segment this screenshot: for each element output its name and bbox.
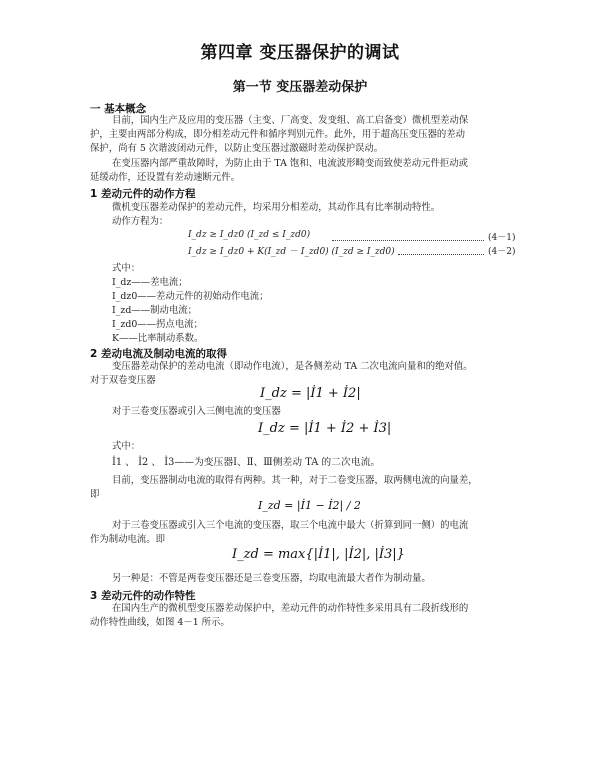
paragraph-line: 目前，变压器制动电流的取得有两种。其一种，对于二卷变压器，取两侧电流的向量差， (112, 475, 478, 486)
definition-line: I_dz0——差动元件的初始动作电流； (112, 291, 269, 302)
paragraph-line: 对于三卷变压器或引入三侧电流的变压器 (112, 406, 281, 417)
paragraph-line: 延缓动作，还设置有差动速断元件。 (90, 172, 241, 183)
formula-two-winding: I_dz = |İ1 + İ2| (260, 386, 361, 401)
paragraph-line: 对于双卷变压器 (90, 375, 156, 386)
paragraph-line: 即 (90, 489, 100, 500)
paragraph-line: 动作方程为： (112, 216, 169, 227)
paragraph-line: 变压器差动保护的差动电流（即动作电流），是各侧差动 TA 二次电流向量和的绝对值。 (112, 361, 473, 372)
equation-4-2: I_dz ≥ I_dz0 + K(I_zd － I_zd0) (I_zd ≥ I_zd0) (188, 247, 395, 257)
paragraph-line: 保护，尚有 5 次谐波闭动元件，以防止变压器过激磁时差动保护误动。 (90, 143, 384, 154)
formula-restraint-two: I_zd = |İ1 − İ2| / 2 (258, 499, 361, 512)
section-heading-characteristic: 3 差动元件的动作特性 (90, 590, 196, 602)
definition-line: I_zd0——拐点电流； (112, 319, 203, 330)
where-label: 式中： (112, 263, 141, 274)
paragraph-line: 在变压器内部严重故障时，为防止由于 TA 饱和、电流波形畸变而致使差动元件拒动或 (112, 158, 468, 169)
section-heading-currents: 2 差动电流及制动电流的取得 (90, 348, 227, 360)
definition-line: I_dz——差电流； (112, 277, 188, 288)
paragraph-line: 目前，国内生产及应用的变压器（主变、厂高变、发变组、高工启备变）微机型差动保 (112, 115, 469, 126)
paragraph-line: 动作特性曲线，如图 4－1 所示。 (90, 617, 230, 628)
paragraph-line: 在国内生产的微机型变压器差动保护中，差动元件的动作特性多采用具有二段折线形的 (112, 603, 469, 614)
paragraph-line: 微机变压器差动保护的差动元件，均采用分相差动，其动作具有比率制动特性。 (112, 202, 441, 213)
leader-dots (332, 240, 484, 241)
section-heading-equation: 1 差动元件的动作方程 (90, 188, 196, 200)
equation-4-1: I_dz ≥ I_dz0 (I_zd ≤ I_zd0) (188, 230, 311, 240)
definition-line: İ1 、 İ2 、 İ3——为变压器Ⅰ、Ⅱ、Ⅲ侧差动 TA 的二次电流。 (112, 457, 381, 468)
chapter-title: 第四章 变压器保护的调试 (200, 43, 400, 63)
section-subtitle: 第一节 变压器差动保护 (232, 80, 368, 95)
where-label: 式中： (112, 441, 141, 452)
equation-number: (4－2) (488, 247, 516, 257)
formula-restraint-max: I_zd = max{|İ1|, |İ2|, |İ3|} (232, 547, 405, 562)
paragraph-line: 另一种是：不管是两卷变压器还是三卷变压器，均取电流最大者作为制动量。 (112, 573, 431, 584)
paragraph-line: 护，主要由两部分构成，即分相差动元件和循序判别元件。此外，用于超高压变压器的差动 (90, 129, 466, 140)
definition-line: K——比率制动系数。 (112, 333, 204, 344)
formula-three-winding: I_dz = |İ1 + İ2 + İ3| (258, 421, 392, 436)
section-heading-basic: 一 基本概念 (90, 103, 147, 115)
equation-number: (4－1) (488, 233, 516, 243)
paragraph-line: 对于三卷变压器或引入三个电流的变压器，取三个电流中最大（折算到同一侧）的电流 (112, 520, 469, 531)
paragraph-line: 作为制动电流。即 (90, 534, 166, 545)
definition-line: I_zd——制动电流； (112, 305, 197, 316)
leader-dots (398, 254, 484, 255)
